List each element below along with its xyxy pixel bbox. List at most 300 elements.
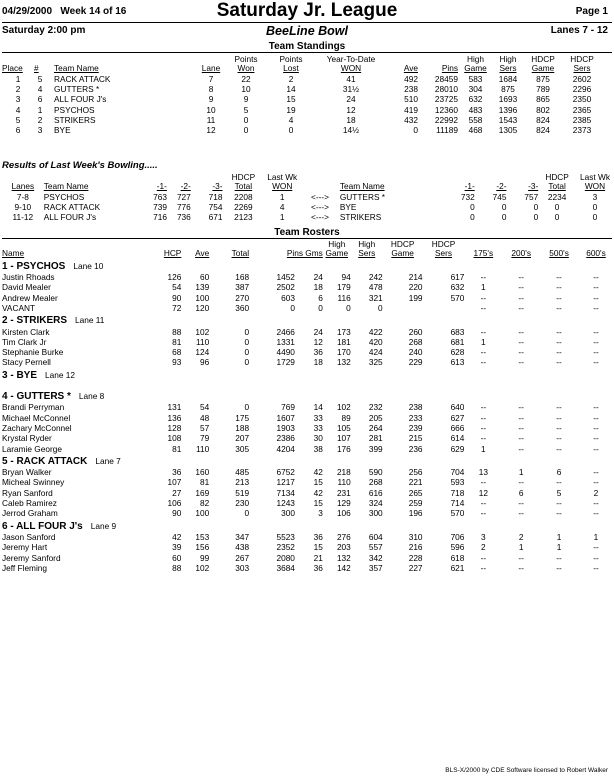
player-player-name: Tim Clark Jr bbox=[2, 336, 47, 347]
player-count-600: -- bbox=[593, 326, 599, 337]
standings-pins: 28459 bbox=[434, 73, 458, 84]
player-pins: 1903 bbox=[276, 422, 295, 433]
player-count-200: 2 bbox=[518, 531, 524, 542]
results-title: Results of Last Week's Bowling..... bbox=[2, 160, 158, 171]
player-hdcp-game: 260 bbox=[408, 326, 423, 337]
player-hcp: 126 bbox=[167, 272, 182, 283]
ros-hdr-hdcpg-2: Game bbox=[391, 248, 414, 259]
player-count-175: -- bbox=[480, 347, 487, 358]
player-hdcp-series: 596 bbox=[450, 542, 465, 553]
player-games: 18 bbox=[313, 357, 323, 368]
standings-row bbox=[2, 74, 601, 84]
standings-team-name: GUTTERS * bbox=[54, 84, 100, 95]
player-high-series: 300 bbox=[368, 508, 383, 519]
results-b-won: 0 bbox=[592, 212, 598, 223]
player-average: 81 bbox=[200, 477, 210, 488]
standings-lane: 9 bbox=[208, 94, 214, 105]
results-row bbox=[2, 202, 614, 212]
player-average: 57 bbox=[200, 422, 210, 433]
results-b-team-name: STRIKERS bbox=[339, 212, 382, 223]
results-b-hdcp-total: 0 bbox=[554, 212, 560, 223]
player-hcp: 36 bbox=[172, 467, 182, 478]
player-player-name: Micheal Swinney bbox=[2, 477, 65, 488]
player-count-500: -- bbox=[556, 303, 562, 313]
player-row bbox=[2, 402, 614, 412]
results-b-game-3: 0 bbox=[533, 202, 539, 213]
player-count-600: -- bbox=[593, 357, 599, 368]
ros-hdr-175: 175's bbox=[473, 248, 494, 259]
player-row bbox=[2, 413, 614, 423]
standings-hdcp-game: 875 bbox=[536, 73, 550, 84]
player-hcp: 131 bbox=[167, 402, 182, 413]
standings-points-won: 10 bbox=[241, 84, 251, 95]
player-high-series: 422 bbox=[368, 326, 383, 337]
player-total: 0 bbox=[244, 508, 250, 519]
player-hdcp-series: 704 bbox=[450, 467, 465, 478]
player-count-500: -- bbox=[556, 402, 562, 413]
results-section bbox=[2, 173, 614, 223]
team-heading-cell bbox=[2, 259, 614, 272]
results-b-game-1: 0 bbox=[470, 202, 475, 213]
player-games: 15 bbox=[313, 498, 323, 509]
results-a-won: 4 bbox=[279, 202, 285, 213]
player-hdcp-series: 627 bbox=[450, 412, 465, 423]
standings-ytd-won: 31½ bbox=[342, 84, 360, 95]
team-lane: Lane 9 bbox=[90, 520, 117, 531]
ros-hdr-600: 600's bbox=[586, 248, 606, 259]
player-average: 60 bbox=[200, 272, 210, 283]
player-hdcp-game: 259 bbox=[408, 498, 423, 509]
player-high-game: 105 bbox=[336, 422, 351, 433]
bowling-center: BeeLine Bowl bbox=[266, 24, 348, 38]
player-high-game: 173 bbox=[336, 326, 351, 337]
results-b-won: 3 bbox=[592, 191, 598, 202]
results-b-team-name: GUTTERS * bbox=[339, 191, 386, 202]
results-b-game-2: 0 bbox=[501, 212, 507, 223]
player-count-200: -- bbox=[518, 326, 524, 337]
player-total: 188 bbox=[235, 422, 250, 433]
res-hdr-g1-b: -1- bbox=[464, 181, 475, 192]
hdr-pts-lost-1: Points bbox=[279, 54, 303, 64]
player-high-series: 321 bbox=[368, 292, 383, 303]
player-count-200: -- bbox=[518, 498, 524, 509]
hdr-pts-won-1: Points bbox=[234, 54, 258, 64]
player-count-200: -- bbox=[518, 272, 524, 283]
player-average: 153 bbox=[195, 531, 210, 542]
player-total: 213 bbox=[235, 477, 250, 488]
team-heading bbox=[2, 259, 614, 272]
player-games: 0 bbox=[318, 303, 323, 313]
player-count-600: 1 bbox=[593, 531, 599, 542]
player-hdcp-game: 256 bbox=[408, 467, 423, 478]
standings-high-game: 558 bbox=[468, 115, 483, 125]
results-b-game-2: 745 bbox=[492, 191, 507, 202]
standings-points-lost: 4 bbox=[288, 115, 294, 125]
player-total: 270 bbox=[235, 292, 250, 303]
player-pins: 300 bbox=[281, 508, 295, 519]
team-spacer bbox=[2, 381, 614, 389]
player-row bbox=[2, 563, 614, 573]
player-player-name: Bryan Walker bbox=[2, 467, 52, 478]
standings-team-name: BYE bbox=[54, 125, 71, 136]
player-total: 0 bbox=[244, 357, 250, 368]
standings-lane: 10 bbox=[206, 104, 216, 115]
player-count-175: -- bbox=[480, 326, 487, 337]
team-title: 2 - STRIKERS bbox=[2, 315, 68, 327]
player-count-200: -- bbox=[518, 552, 524, 563]
rosters-table bbox=[2, 240, 614, 573]
player-high-game: 116 bbox=[337, 292, 351, 303]
ros-hdr-hs-1: High bbox=[358, 239, 376, 249]
player-hdcp-series: 628 bbox=[450, 347, 465, 358]
results-b-hdcp-total: 2234 bbox=[547, 191, 567, 202]
player-count-600: -- bbox=[593, 402, 599, 413]
hdr-hdcpg-1: HDCP bbox=[531, 54, 555, 64]
player-pins: 1729 bbox=[276, 357, 295, 368]
player-count-600: 2 bbox=[593, 487, 599, 498]
player-hdcp-series: 632 bbox=[450, 282, 465, 293]
standings-pins: 11189 bbox=[436, 125, 458, 136]
standings-hdcp-series: 2385 bbox=[572, 115, 592, 125]
player-games: 42 bbox=[313, 467, 323, 478]
results-a-team-name: RACK ATTACK bbox=[43, 202, 101, 213]
player-high-series: 268 bbox=[368, 477, 383, 488]
results-a-hdcp-total: 2208 bbox=[234, 191, 253, 202]
ros-hdr-hdcps-2: Sers bbox=[434, 248, 452, 259]
player-hcp: 39 bbox=[172, 542, 182, 553]
standings-high-game: 304 bbox=[468, 84, 483, 95]
player-total: 0 bbox=[244, 347, 250, 358]
player-hdcp-series: 718 bbox=[450, 487, 465, 498]
player-average: 110 bbox=[196, 443, 210, 454]
player-total: 207 bbox=[235, 433, 250, 444]
player-count-500: -- bbox=[556, 498, 562, 509]
player-hdcp-series: 621 bbox=[450, 562, 465, 573]
player-count-175: -- bbox=[480, 552, 487, 563]
player-count-175: -- bbox=[480, 562, 487, 573]
standings-hdcp-game: 789 bbox=[536, 84, 550, 95]
player-player-name: Jerrod Graham bbox=[2, 508, 58, 519]
results-lanes: 7-8 bbox=[16, 191, 29, 202]
player-row bbox=[2, 303, 614, 313]
results-b-game-1: 0 bbox=[470, 212, 475, 223]
player-count-200: -- bbox=[518, 443, 524, 454]
player-average: 102 bbox=[195, 562, 210, 573]
player-average: 99 bbox=[200, 552, 210, 563]
standings-high-series: 1693 bbox=[498, 94, 518, 105]
player-hcp: 81 bbox=[172, 443, 182, 454]
team-spacer-cell bbox=[2, 381, 614, 389]
hdr-team: Team Name bbox=[54, 63, 99, 74]
player-games: 36 bbox=[313, 347, 323, 358]
player-count-600: -- bbox=[593, 272, 599, 283]
hdr-hdcps-1: HDCP bbox=[570, 54, 594, 64]
player-average: 169 bbox=[195, 487, 210, 498]
player-count-200: -- bbox=[518, 412, 524, 423]
player-high-series: 325 bbox=[368, 357, 383, 368]
player-average: 124 bbox=[195, 347, 210, 358]
res-hdr-won-a: Last Wk bbox=[267, 172, 298, 182]
results-table bbox=[2, 173, 614, 223]
player-high-game: 107 bbox=[336, 433, 351, 444]
player-games: 21 bbox=[313, 552, 323, 563]
results-versus-arrow: <---> bbox=[311, 212, 329, 223]
res-hdr-total-b: Total bbox=[548, 181, 566, 192]
ros-hdr-hcp: HCP bbox=[163, 248, 182, 259]
player-count-600: -- bbox=[593, 433, 599, 444]
player-average: 100 bbox=[195, 292, 210, 303]
rosters-title: Team Rosters bbox=[274, 227, 340, 238]
standings-points-lost: 14 bbox=[286, 84, 296, 95]
player-pins: 603 bbox=[281, 292, 295, 303]
results-a-game-3: 671 bbox=[208, 212, 223, 223]
player-average: 156 bbox=[195, 542, 210, 553]
results-a-game-3: 754 bbox=[208, 202, 223, 213]
player-pins: 4490 bbox=[276, 347, 295, 358]
player-total: 485 bbox=[235, 467, 250, 478]
ros-hdr-hs-2: Sers bbox=[358, 248, 376, 259]
player-high-game: 176 bbox=[336, 443, 351, 454]
player-count-175: -- bbox=[480, 422, 487, 433]
player-games: 24 bbox=[313, 326, 323, 337]
standings-team-number: 6 bbox=[37, 94, 43, 105]
results-lanes: 9-10 bbox=[14, 202, 32, 213]
player-player-name: Michael McConnel bbox=[2, 412, 71, 423]
player-count-600: -- bbox=[593, 542, 599, 553]
player-high-game: 231 bbox=[336, 487, 351, 498]
player-count-500: -- bbox=[556, 422, 562, 433]
team-lane: Lane 11 bbox=[75, 315, 105, 326]
player-hcp: 108 bbox=[167, 433, 182, 444]
standings-points-won: 9 bbox=[243, 94, 249, 105]
player-average: 102 bbox=[195, 326, 210, 337]
standings-title: Team Standings bbox=[268, 41, 346, 52]
standings-team-number: 3 bbox=[37, 125, 43, 136]
standings-points-lost: 15 bbox=[286, 94, 296, 105]
player-games: 30 bbox=[313, 433, 323, 444]
player-high-game: 110 bbox=[337, 477, 351, 488]
standings-ytd-won: 14½ bbox=[342, 125, 360, 136]
player-hdcp-game: 220 bbox=[408, 282, 423, 293]
standings-average: 432 bbox=[404, 115, 418, 125]
ros-hdr-500: 500's bbox=[549, 248, 569, 259]
player-row bbox=[2, 282, 614, 292]
standings-hdcp-game: 802 bbox=[536, 104, 550, 115]
player-pins: 1331 bbox=[276, 336, 295, 347]
player-pins: 2080 bbox=[276, 552, 295, 563]
player-count-200: -- bbox=[518, 477, 524, 488]
res-hdr-total-a: Total bbox=[234, 181, 253, 192]
player-games: 42 bbox=[313, 487, 323, 498]
player-high-series: 205 bbox=[368, 412, 383, 423]
team-heading-cell bbox=[2, 368, 614, 381]
player-hdcp-series bbox=[423, 303, 465, 313]
standings-lane: 7 bbox=[208, 73, 214, 84]
player-pins: 7134 bbox=[276, 487, 295, 498]
player-high-game: 89 bbox=[341, 412, 351, 423]
player-count-200: -- bbox=[518, 303, 524, 313]
player-hdcp-series: 570 bbox=[450, 508, 465, 519]
player-pins: 3684 bbox=[276, 562, 295, 573]
standings-points-lost: 2 bbox=[288, 73, 294, 84]
player-hdcp-game: 228 bbox=[408, 552, 423, 563]
player-average: 48 bbox=[200, 412, 210, 423]
player-count-500: -- bbox=[556, 562, 562, 573]
player-row bbox=[2, 293, 614, 303]
player-high-game: 142 bbox=[336, 562, 351, 573]
player-games: 12 bbox=[313, 336, 323, 347]
player-player-name: Andrew Mealer bbox=[2, 292, 58, 303]
player-count-200: 6 bbox=[518, 487, 524, 498]
player-player-name: David Mealer bbox=[2, 282, 51, 293]
player-hdcp-game: 239 bbox=[408, 422, 423, 433]
standings-place: 1 bbox=[15, 73, 21, 84]
player-player-name: Zachary McConnel bbox=[2, 422, 72, 433]
results-a-won: 1 bbox=[279, 191, 285, 202]
player-average: 160 bbox=[195, 467, 210, 478]
day-time: Saturday 2:00 pm bbox=[2, 25, 86, 36]
player-total: 360 bbox=[235, 303, 250, 313]
hdr-place: Place bbox=[2, 63, 23, 74]
player-hdcp-game: 215 bbox=[408, 433, 423, 444]
player-count-200: -- bbox=[518, 282, 524, 293]
standings-row bbox=[2, 115, 601, 125]
player-count-175: 1 bbox=[481, 336, 486, 347]
player-count-600: -- bbox=[593, 552, 599, 563]
player-hdcp-series: 681 bbox=[450, 336, 465, 347]
standings-team-number: 1 bbox=[37, 104, 43, 115]
standings-lane: 11 bbox=[206, 115, 216, 125]
player-pins: 1607 bbox=[276, 412, 295, 423]
player-count-200: -- bbox=[518, 402, 524, 413]
player-games: 33 bbox=[313, 412, 323, 423]
player-hcp: 88 bbox=[172, 562, 182, 573]
standings-place: 3 bbox=[15, 94, 21, 105]
player-pins: 2352 bbox=[276, 542, 295, 553]
player-hdcp-game: 227 bbox=[408, 562, 423, 573]
player-count-500: -- bbox=[556, 433, 562, 444]
player-high-series: 424 bbox=[368, 347, 383, 358]
standings-hdcp-series: 2350 bbox=[572, 94, 592, 105]
hdr-hs-2: Sers bbox=[499, 63, 517, 74]
player-high-series: 242 bbox=[368, 272, 383, 283]
player-count-500: -- bbox=[556, 292, 562, 303]
res-hdr-g3-a: -3- bbox=[212, 181, 223, 192]
results-a-team-name: PSYCHOS bbox=[43, 191, 85, 202]
player-row bbox=[2, 357, 614, 367]
report-date: 04/29/2000 bbox=[2, 6, 53, 17]
player-row bbox=[2, 327, 614, 337]
results-versus-arrow: <---> bbox=[311, 191, 329, 202]
player-pins: 2466 bbox=[276, 326, 295, 337]
player-row bbox=[2, 467, 614, 477]
standings-high-series: 1543 bbox=[498, 115, 518, 125]
standings-row bbox=[2, 105, 601, 115]
results-b-team-name: BYE bbox=[339, 202, 357, 213]
standings-row bbox=[2, 125, 601, 135]
player-player-name: Jeremy Sanford bbox=[2, 552, 61, 563]
player-high-series: 399 bbox=[368, 443, 383, 454]
player-count-600: -- bbox=[593, 336, 599, 347]
player-player-name: Kirsten Clark bbox=[2, 326, 50, 337]
res-hdr-won2-b: WON bbox=[584, 181, 606, 192]
standings-points-won: 0 bbox=[243, 125, 249, 136]
team-heading-cell bbox=[2, 454, 614, 467]
player-count-175: 1 bbox=[481, 282, 486, 293]
player-hcp: 107 bbox=[167, 477, 182, 488]
standings-hdcp-series: 2296 bbox=[572, 84, 592, 95]
player-count-500: 6 bbox=[556, 467, 562, 478]
standings-row bbox=[2, 94, 601, 104]
player-high-game: 132 bbox=[336, 357, 351, 368]
res-hdr-won-b: Last Wk bbox=[580, 172, 610, 182]
player-count-200: 1 bbox=[518, 467, 524, 478]
hdr-ytd-1: Year-To-Date bbox=[326, 54, 376, 64]
player-hdcp-game: 310 bbox=[408, 531, 423, 542]
player-hcp: 81 bbox=[172, 336, 182, 347]
player-total: 0 bbox=[244, 336, 250, 347]
player-pins: 2386 bbox=[276, 433, 295, 444]
player-count-175: -- bbox=[480, 272, 487, 283]
player-hdcp-game: 238 bbox=[408, 402, 423, 413]
player-count-500: -- bbox=[556, 412, 562, 423]
results-a-game-3: 718 bbox=[208, 191, 223, 202]
player-count-600: -- bbox=[593, 347, 599, 358]
results-b-game-3: 757 bbox=[524, 191, 539, 202]
player-hdcp-series: 614 bbox=[450, 433, 465, 444]
ros-hdr-hg-1: High bbox=[328, 239, 346, 249]
player-total: 0 bbox=[244, 326, 250, 337]
player-average: 120 bbox=[195, 303, 210, 313]
player-high-game: 179 bbox=[336, 282, 351, 293]
standings-high-series: 1396 bbox=[498, 104, 518, 115]
player-player-name: Stacy Pernell bbox=[2, 357, 51, 368]
player-pins: 4204 bbox=[276, 443, 295, 454]
standings-pins: 12360 bbox=[434, 104, 458, 115]
player-high-series: 342 bbox=[368, 552, 383, 563]
standings-points-won: 5 bbox=[243, 104, 249, 115]
player-games: 33 bbox=[313, 422, 323, 433]
player-row bbox=[2, 553, 614, 563]
player-games: 18 bbox=[313, 282, 323, 293]
player-count-600: -- bbox=[593, 292, 599, 303]
results-row bbox=[2, 192, 614, 202]
player-count-175: -- bbox=[480, 412, 487, 423]
standings-hdcp-game: 824 bbox=[536, 125, 550, 136]
standings-table bbox=[2, 55, 601, 136]
results-lanes: 11-12 bbox=[12, 212, 34, 223]
hdr-pts-lost-2: Lost bbox=[283, 63, 299, 74]
player-hdcp-game: 240 bbox=[408, 347, 423, 358]
standings-points-lost: 19 bbox=[286, 104, 296, 115]
player-total: 305 bbox=[235, 443, 250, 454]
player-total: 267 bbox=[235, 552, 250, 563]
player-count-175: -- bbox=[480, 292, 487, 303]
player-high-series: 478 bbox=[368, 282, 383, 293]
player-total: 168 bbox=[235, 272, 250, 283]
player-count-200: -- bbox=[518, 508, 524, 519]
player-high-series: 604 bbox=[368, 531, 383, 542]
player-high-game: 0 bbox=[346, 303, 351, 313]
player-player-name: Justin Rhoads bbox=[2, 272, 55, 283]
player-games: 6 bbox=[318, 292, 323, 303]
hdr-hdcpg-2: Game bbox=[531, 63, 555, 74]
player-player-name: Jason Sanford bbox=[2, 531, 56, 542]
standings-team-number: 4 bbox=[37, 84, 43, 95]
standings-ytd-won: 18 bbox=[346, 115, 356, 125]
player-player-name: Jeremy Hart bbox=[2, 542, 48, 553]
player-player-name: Stephanie Burke bbox=[2, 347, 64, 358]
